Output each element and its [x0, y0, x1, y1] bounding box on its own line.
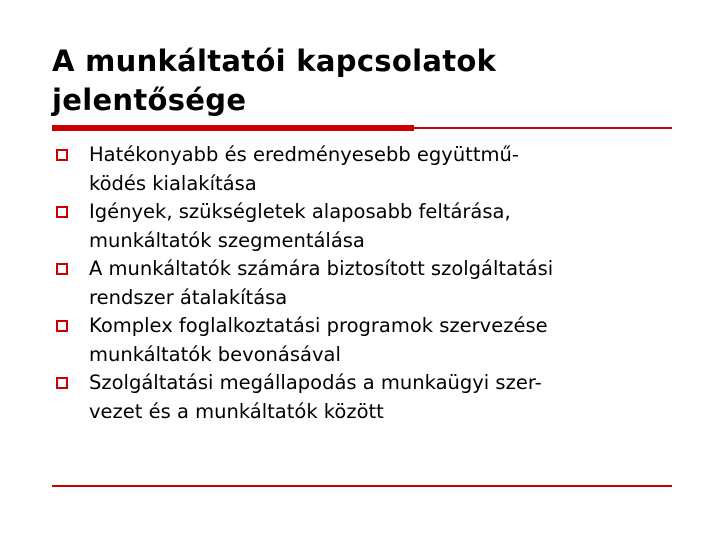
bullet-text-line: Hatékonyabb és eredményesebb együttmű-: [89, 143, 519, 166]
bullet-text-line: Igények, szükségletek alaposabb feltárása,: [89, 200, 511, 223]
title-underline-thin: [414, 127, 672, 129]
bullet-text-line: A munkáltatók számára biztosított szolgáltatási: [89, 257, 554, 280]
bullet-text-line: Szolgáltatási megállapodás a munkaügyi szer-: [89, 371, 542, 394]
bullet-text-line: ködés kialakítása: [89, 171, 257, 195]
hollow-square-icon: [56, 149, 68, 161]
footer-rule: [52, 485, 672, 487]
bullet-item: [56, 312, 696, 369]
bullet-text-line: munkáltatók bevonásával: [89, 342, 341, 366]
slide-title-line-2: jelentősége: [52, 83, 247, 117]
slide-title: [52, 42, 692, 120]
bullet-text-line: munkáltatók szegmentálása: [89, 228, 365, 252]
bullet-text-line: rendszer átalakítása: [89, 285, 288, 309]
bullet-item: [56, 141, 696, 198]
bullet-list: [56, 141, 696, 426]
bullet-item: [56, 369, 696, 426]
hollow-square-icon: [56, 377, 68, 389]
hollow-square-icon: [56, 320, 68, 332]
slide-title-line-1: A munkáltatói kapcsolatok: [52, 44, 497, 78]
bullet-text-line: Komplex foglalkoztatási programok szervezése: [89, 314, 548, 337]
bullet-item: [56, 255, 696, 312]
hollow-square-icon: [56, 263, 68, 275]
title-underline-thick: [52, 125, 414, 131]
hollow-square-icon: [56, 206, 68, 218]
bullet-text-line: vezet és a munkáltatók között: [89, 399, 384, 423]
bullet-item: [56, 198, 696, 255]
